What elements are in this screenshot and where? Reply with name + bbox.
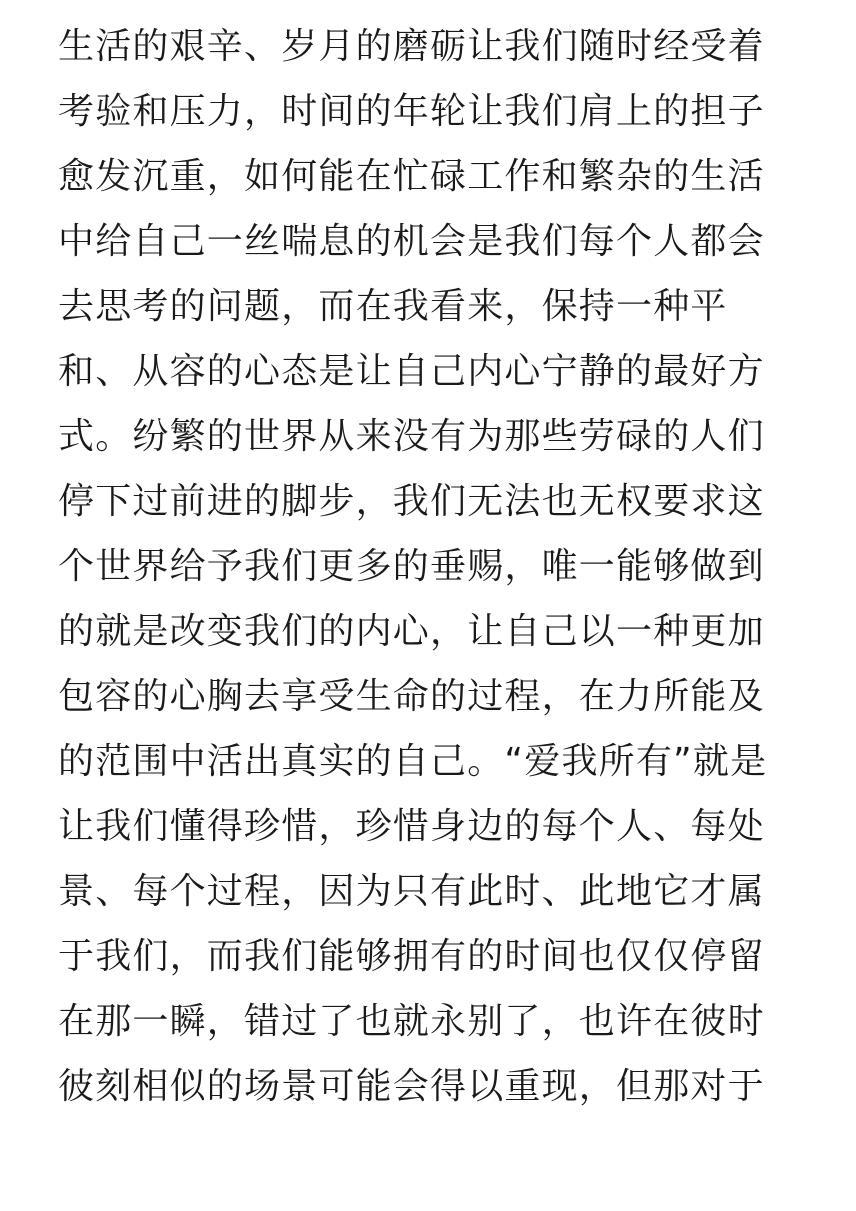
article-text <box>58 14 848 1119</box>
text-line-8: 停下过前进的脚步，我们无法也无权要求这 <box>58 481 765 522</box>
text-line-4: 中给自己一丝喘息的机会是我们每个人都会 <box>58 221 765 262</box>
text-line-13: 让我们懂得珍惜，珍惜身边的每个人、每处 <box>58 806 765 847</box>
text-line-14: 景、每个过程，因为只有此时、此地它才属 <box>58 871 765 912</box>
text-line-15: 于我们，而我们能够拥有的时间也仅仅停留 <box>58 936 765 977</box>
text-line-3: 愈发沉重，如何能在忙碌工作和繁杂的生活 <box>58 156 765 197</box>
text-line-2: 考验和压力，时间的年轮让我们肩上的担子 <box>58 91 765 132</box>
text-line-7: 式。纷繁的世界从来没有为那些劳碌的人们 <box>58 416 765 457</box>
text-line-11: 包容的心胸去享受生命的过程，在力所能及 <box>58 676 765 717</box>
text-line-6: 和、从容的心态是让自己内心宁静的最好方 <box>58 351 765 392</box>
text-line-5: 去思考的问题，而在我看来，保持一种平 <box>58 286 728 327</box>
text-line-17: 彼刻相似的场景可能会得以重现，但那对于 <box>58 1066 765 1107</box>
text-line-10: 的就是改变我们的内心，让自己以一种更加 <box>58 611 765 652</box>
text-line-12: 的范围中活出真实的自己。“爱我所有”就是 <box>58 741 768 782</box>
text-line-16: 在那一瞬，错过了也就永别了，也许在彼时 <box>58 1001 765 1042</box>
text-line-9: 个世界给予我们更多的垂赐，唯一能够做到 <box>58 546 765 587</box>
text-line-1: 生活的艰辛、岁月的磨砺让我们随时经受着 <box>58 26 765 67</box>
